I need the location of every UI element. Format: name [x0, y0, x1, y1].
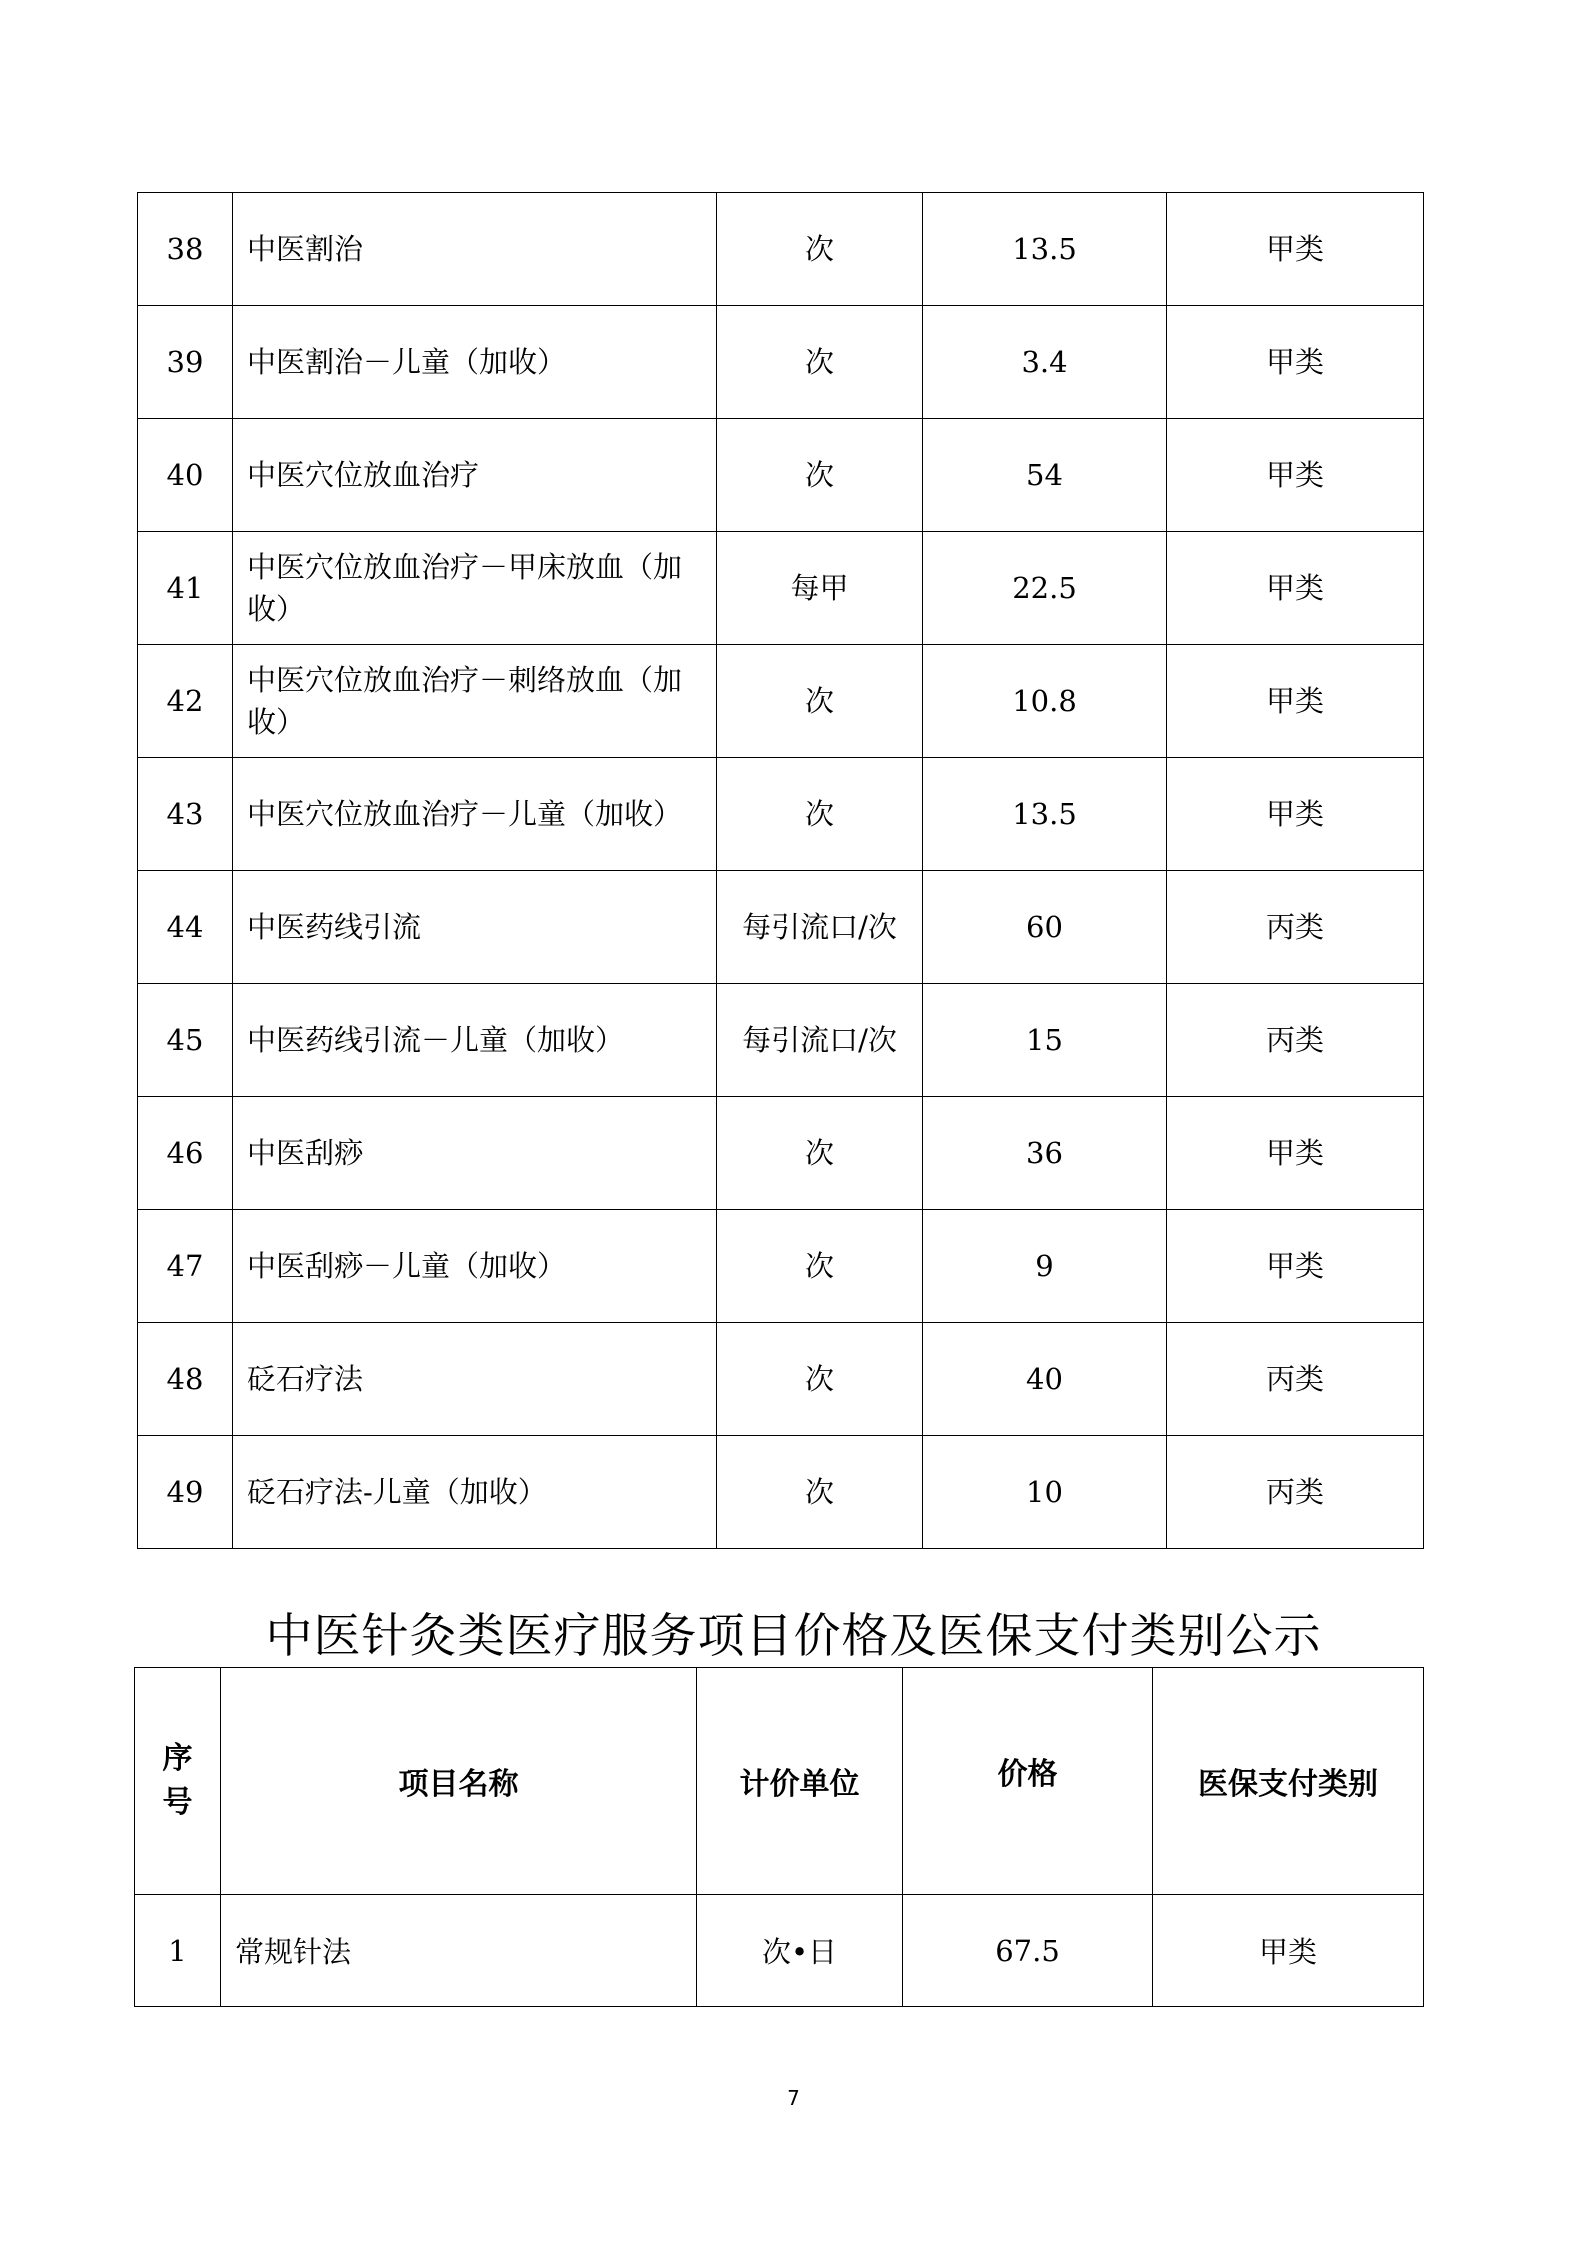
price: 10 — [923, 1436, 1167, 1549]
insurance-category: 甲类 — [1167, 1097, 1424, 1210]
header-number — [135, 1668, 221, 1895]
header-price — [903, 1668, 1153, 1895]
insurance-category: 丙类 — [1167, 1436, 1424, 1549]
item-name: 中医穴位放血治疗－甲床放血（加收） — [233, 532, 717, 645]
table-row — [138, 306, 1424, 419]
item-name: 中医药线引流 — [233, 871, 717, 984]
item-name: 中医刮痧－儿童（加收） — [233, 1210, 717, 1323]
section-title: 中医针灸类医疗服务项目价格及医保支付类别公示 — [265, 1609, 1322, 1665]
table-row — [135, 1895, 1424, 2007]
price: 13.5 — [923, 758, 1167, 871]
price: 36 — [923, 1097, 1167, 1210]
row-number: 48 — [138, 1323, 233, 1436]
item-name: 中医穴位放血治疗 — [233, 419, 717, 532]
pricing-unit: 次 — [717, 1323, 923, 1436]
insurance-category: 甲类 — [1167, 645, 1424, 758]
pricing-unit: 每甲 — [717, 532, 923, 645]
table-row — [138, 645, 1424, 758]
price: 9 — [923, 1210, 1167, 1323]
header-item-name: 项目名称 — [221, 1668, 697, 1895]
continued-price-table — [137, 192, 1424, 1549]
pricing-unit: 次 — [717, 193, 923, 306]
row-number: 39 — [138, 306, 233, 419]
pricing-unit: 次 — [717, 758, 923, 871]
item-name: 中医药线引流－儿童（加收） — [233, 984, 717, 1097]
item-name: 中医穴位放血治疗－儿童（加收） — [233, 758, 717, 871]
table-row — [138, 1097, 1424, 1210]
table-row — [138, 1436, 1424, 1549]
row-number: 42 — [138, 645, 233, 758]
row-number: 47 — [138, 1210, 233, 1323]
price: 3.4 — [923, 306, 1167, 419]
header-number-line2: 号 — [162, 1785, 193, 1820]
row-number: 38 — [138, 193, 233, 306]
insurance-category: 甲类 — [1167, 193, 1424, 306]
price: 22.5 — [923, 532, 1167, 645]
table-row — [138, 419, 1424, 532]
table-row — [138, 758, 1424, 871]
pricing-unit: 次 — [717, 1436, 923, 1549]
insurance-category: 丙类 — [1167, 1323, 1424, 1436]
page-number: 7 — [787, 2086, 800, 2110]
row-number: 1 — [135, 1895, 221, 2007]
table-row — [138, 193, 1424, 306]
pricing-unit: 每引流口/次 — [717, 984, 923, 1097]
insurance-category: 甲类 — [1167, 306, 1424, 419]
table-header-row — [135, 1668, 1424, 1895]
pricing-unit: 次 — [717, 306, 923, 419]
pricing-unit: 次 — [717, 1210, 923, 1323]
header-pricing-unit: 计价单位 — [697, 1668, 903, 1895]
price: 60 — [923, 871, 1167, 984]
row-number: 43 — [138, 758, 233, 871]
item-name: 砭石疗法 — [233, 1323, 717, 1436]
pricing-unit: 次 — [717, 419, 923, 532]
price: 54 — [923, 419, 1167, 532]
insurance-category: 甲类 — [1153, 1895, 1424, 2007]
table-row — [138, 532, 1424, 645]
insurance-category: 甲类 — [1167, 1210, 1424, 1323]
row-number: 45 — [138, 984, 233, 1097]
row-number: 46 — [138, 1097, 233, 1210]
insurance-category: 甲类 — [1167, 419, 1424, 532]
acupuncture-price-table — [134, 1667, 1424, 2007]
insurance-category: 丙类 — [1167, 984, 1424, 1097]
insurance-category: 甲类 — [1167, 758, 1424, 871]
price: 15 — [923, 984, 1167, 1097]
insurance-category: 甲类 — [1167, 532, 1424, 645]
item-name: 砭石疗法-儿童（加收） — [233, 1436, 717, 1549]
item-name: 中医割治 — [233, 193, 717, 306]
item-name: 中医刮痧 — [233, 1097, 717, 1210]
header-price-label: 价格 — [997, 1757, 1058, 1792]
price: 10.8 — [923, 645, 1167, 758]
table-row — [138, 871, 1424, 984]
item-name: 中医割治－儿童（加收） — [233, 306, 717, 419]
item-name: 中医穴位放血治疗－刺络放血（加收） — [233, 645, 717, 758]
row-number: 41 — [138, 532, 233, 645]
pricing-unit: 次•日 — [697, 1895, 903, 2007]
pricing-unit: 次 — [717, 1097, 923, 1210]
price: 13.5 — [923, 193, 1167, 306]
table-row — [138, 984, 1424, 1097]
pricing-unit: 次 — [717, 645, 923, 758]
pricing-unit: 每引流口/次 — [717, 871, 923, 984]
table-row — [138, 1323, 1424, 1436]
row-number: 40 — [138, 419, 233, 532]
header-insurance-category: 医保支付类别 — [1153, 1668, 1424, 1895]
price: 67.5 — [903, 1895, 1153, 2007]
price: 40 — [923, 1323, 1167, 1436]
insurance-category: 丙类 — [1167, 871, 1424, 984]
row-number: 49 — [138, 1436, 233, 1549]
table-row — [138, 1210, 1424, 1323]
header-number-line1: 序 — [162, 1741, 193, 1776]
row-number: 44 — [138, 871, 233, 984]
item-name: 常规针法 — [221, 1895, 697, 2007]
